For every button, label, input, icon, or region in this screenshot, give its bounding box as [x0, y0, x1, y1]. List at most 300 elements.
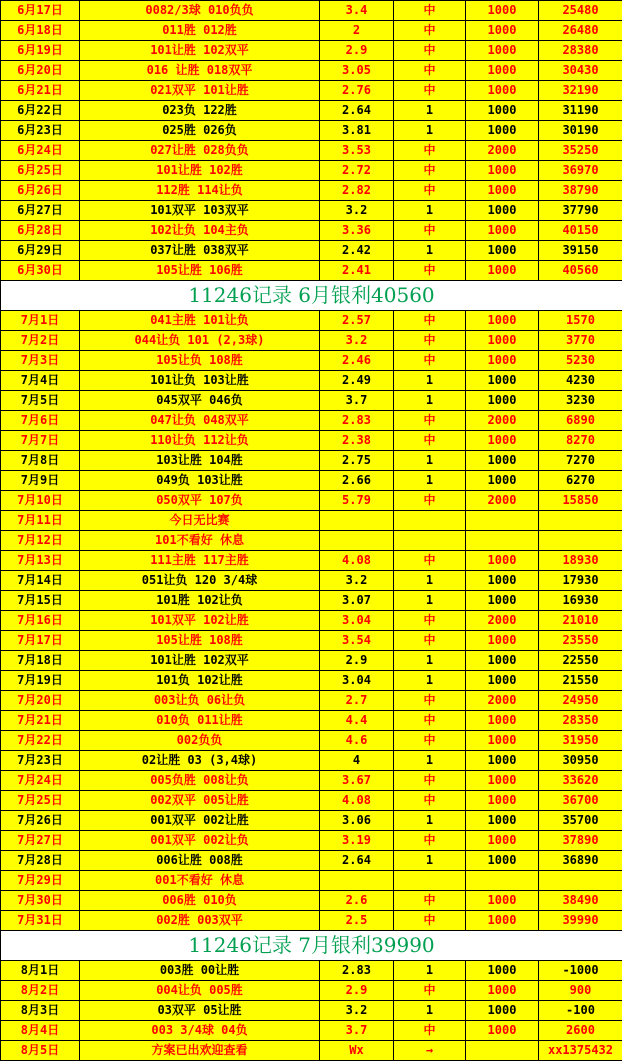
- cell-balance: 33620: [539, 771, 622, 791]
- cell-balance: 28380: [539, 41, 622, 61]
- cell-balance: 8270: [539, 431, 622, 451]
- cell-balance: 36890: [539, 851, 622, 871]
- cell-balance: 6890: [539, 411, 622, 431]
- table-row: [1, 631, 622, 651]
- cell-result: 1: [394, 811, 466, 831]
- cell-result: 中: [394, 431, 466, 451]
- cell-result: 中: [394, 351, 466, 371]
- cell-stake: 2000: [466, 611, 539, 631]
- cell-result: 中: [394, 831, 466, 851]
- cell-balance: xx1375432: [539, 1041, 622, 1061]
- cell-date: 8月1日: [1, 961, 80, 981]
- cell-result: 1: [394, 241, 466, 261]
- cell-stake: 1000: [466, 201, 539, 221]
- cell-stake: 1000: [466, 161, 539, 181]
- cell-stake: 2000: [466, 141, 539, 161]
- cell-match: 010负 011让胜: [80, 711, 320, 731]
- table-row: [1, 431, 622, 451]
- cell-odds: 3.07: [320, 591, 394, 611]
- cell-match: 03双平 05让胜: [80, 1001, 320, 1021]
- table-row: [1, 651, 622, 671]
- table-row: [1, 451, 622, 471]
- table-row: [1, 81, 622, 101]
- cell-result: 中: [394, 491, 466, 511]
- cell-result: 1: [394, 851, 466, 871]
- cell-balance: [539, 871, 622, 891]
- cell-date: 8月5日: [1, 1041, 80, 1061]
- cell-balance: 16930: [539, 591, 622, 611]
- cell-stake: 1000: [466, 771, 539, 791]
- cell-balance: 26480: [539, 21, 622, 41]
- cell-result: 中: [394, 611, 466, 631]
- cell-balance: 37890: [539, 831, 622, 851]
- cell-odds: 2.66: [320, 471, 394, 491]
- cell-odds: 3.19: [320, 831, 394, 851]
- cell-odds: 3.06: [320, 811, 394, 831]
- cell-match: 003 3/4球 04负: [80, 1021, 320, 1041]
- cell-stake: 1000: [466, 1021, 539, 1041]
- cell-match: 002负负: [80, 731, 320, 751]
- cell-stake: 1000: [466, 811, 539, 831]
- cell-odds: 3.04: [320, 671, 394, 691]
- table-row: [1, 511, 622, 531]
- cell-result: 中: [394, 731, 466, 751]
- cell-stake: 2000: [466, 691, 539, 711]
- cell-stake: 1000: [466, 591, 539, 611]
- table-row: [1, 551, 622, 571]
- cell-stake: [466, 871, 539, 891]
- table-row: [1, 61, 622, 81]
- cell-balance: 21010: [539, 611, 622, 631]
- table-row: [1, 411, 622, 431]
- cell-balance: 31950: [539, 731, 622, 751]
- table-row: [1, 41, 622, 61]
- table-row: [1, 691, 622, 711]
- cell-result: 中: [394, 41, 466, 61]
- cell-stake: 1000: [466, 371, 539, 391]
- cell-result: 中: [394, 331, 466, 351]
- cell-balance: 40150: [539, 221, 622, 241]
- cell-match: 101让胜 102双平: [80, 41, 320, 61]
- cell-date: 7月19日: [1, 671, 80, 691]
- cell-result: 中: [394, 1, 466, 21]
- cell-match: 111主胜 117主胜: [80, 551, 320, 571]
- cell-balance: 30950: [539, 751, 622, 771]
- cell-odds: 4.4: [320, 711, 394, 731]
- cell-odds: 3.36: [320, 221, 394, 241]
- cell-odds: 3.05: [320, 61, 394, 81]
- cell-date: 7月5日: [1, 391, 80, 411]
- cell-balance: 22550: [539, 651, 622, 671]
- cell-odds: 2.64: [320, 851, 394, 871]
- cell-odds: 2.82: [320, 181, 394, 201]
- cell-stake: 1000: [466, 831, 539, 851]
- cell-stake: 1000: [466, 391, 539, 411]
- cell-match: 101让胜 102双平: [80, 651, 320, 671]
- cell-odds: 2.75: [320, 451, 394, 471]
- cell-balance: -100: [539, 1001, 622, 1021]
- cell-result: 1: [394, 571, 466, 591]
- cell-result: 中: [394, 311, 466, 331]
- cell-odds: 3.4: [320, 1, 394, 21]
- cell-date: 7月24日: [1, 771, 80, 791]
- table-row: [1, 1, 622, 21]
- table-row: [1, 591, 622, 611]
- cell-result: 中: [394, 181, 466, 201]
- cell-date: 6月21日: [1, 81, 80, 101]
- cell-result: 中: [394, 631, 466, 651]
- cell-match: 027让胜 028负负: [80, 141, 320, 161]
- cell-result: 1: [394, 201, 466, 221]
- table-row: [1, 391, 622, 411]
- cell-result: →: [394, 1041, 466, 1061]
- table-row: [1, 571, 622, 591]
- cell-balance: 35250: [539, 141, 622, 161]
- cell-balance: 24950: [539, 691, 622, 711]
- cell-result: 中: [394, 981, 466, 1001]
- cell-match: 02让胜 03 (3,4球): [80, 751, 320, 771]
- cell-match: 101双平 103双平: [80, 201, 320, 221]
- cell-stake: 1000: [466, 431, 539, 451]
- cell-stake: 1000: [466, 571, 539, 591]
- cell-date: 7月17日: [1, 631, 80, 651]
- table-row: [1, 201, 622, 221]
- cell-date: 8月4日: [1, 1021, 80, 1041]
- cell-match: 037让胜 038双平: [80, 241, 320, 261]
- cell-stake: 1000: [466, 751, 539, 771]
- cell-date: 7月25日: [1, 791, 80, 811]
- cell-stake: 1000: [466, 351, 539, 371]
- cell-match: 051让负 120 3/4球: [80, 571, 320, 591]
- cell-result: 中: [394, 221, 466, 241]
- table-row: [1, 161, 622, 181]
- cell-match: 002胜 003双平: [80, 911, 320, 931]
- table-row: [1, 351, 622, 371]
- summary-text: 11246记录 7月银利39990: [1, 931, 622, 961]
- cell-date: 6月27日: [1, 201, 80, 221]
- cell-stake: 1000: [466, 21, 539, 41]
- cell-stake: 1000: [466, 61, 539, 81]
- cell-match: 050双平 107负: [80, 491, 320, 511]
- cell-odds: 3.67: [320, 771, 394, 791]
- cell-odds: 2.57: [320, 311, 394, 331]
- cell-balance: 35700: [539, 811, 622, 831]
- cell-result: 中: [394, 711, 466, 731]
- table-row: [1, 611, 622, 631]
- summary-row: [1, 931, 622, 961]
- cell-balance: 38490: [539, 891, 622, 911]
- table-row: [1, 831, 622, 851]
- table-row: [1, 711, 622, 731]
- cell-odds: 3.2: [320, 331, 394, 351]
- cell-balance: 38790: [539, 181, 622, 201]
- cell-odds: 2.83: [320, 961, 394, 981]
- cell-balance: 17930: [539, 571, 622, 591]
- cell-stake: 1000: [466, 911, 539, 931]
- cell-result: [394, 871, 466, 891]
- cell-match: 101让胜 102胜: [80, 161, 320, 181]
- summary-row: [1, 281, 622, 311]
- cell-odds: 3.2: [320, 201, 394, 221]
- cell-date: 6月22日: [1, 101, 80, 121]
- table-row: [1, 731, 622, 751]
- cell-date: 7月14日: [1, 571, 80, 591]
- cell-stake: 1000: [466, 731, 539, 751]
- cell-match: 110让负 112让负: [80, 431, 320, 451]
- cell-date: 6月29日: [1, 241, 80, 261]
- cell-stake: 1000: [466, 261, 539, 281]
- cell-odds: 2.46: [320, 351, 394, 371]
- cell-date: 7月11日: [1, 511, 80, 531]
- cell-date: 7月6日: [1, 411, 80, 431]
- cell-match: 041主胜 101让负: [80, 311, 320, 331]
- cell-result: 中: [394, 791, 466, 811]
- cell-balance: -1000: [539, 961, 622, 981]
- cell-odds: 3.7: [320, 391, 394, 411]
- cell-odds: [320, 531, 394, 551]
- cell-stake: 2000: [466, 411, 539, 431]
- table-row: [1, 791, 622, 811]
- cell-stake: 1000: [466, 121, 539, 141]
- cell-match: 047让负 048双平: [80, 411, 320, 431]
- cell-odds: 3.81: [320, 121, 394, 141]
- cell-result: 1: [394, 451, 466, 471]
- cell-date: 6月17日: [1, 1, 80, 21]
- cell-date: 7月8日: [1, 451, 80, 471]
- cell-balance: 31190: [539, 101, 622, 121]
- cell-stake: 1000: [466, 791, 539, 811]
- cell-odds: 3.2: [320, 1001, 394, 1021]
- cell-stake: [466, 531, 539, 551]
- cell-date: 7月15日: [1, 591, 80, 611]
- cell-odds: 4.08: [320, 791, 394, 811]
- cell-result: 中: [394, 21, 466, 41]
- cell-match: 101让负 103让胜: [80, 371, 320, 391]
- summary-text: 11246记录 6月银利40560: [1, 281, 622, 311]
- cell-stake: 1000: [466, 451, 539, 471]
- cell-match: 102让负 104主负: [80, 221, 320, 241]
- table-row: [1, 771, 622, 791]
- table-row: [1, 1021, 622, 1041]
- table-row: [1, 241, 622, 261]
- cell-result: 1: [394, 651, 466, 671]
- cell-result: [394, 531, 466, 551]
- table-row: [1, 491, 622, 511]
- cell-odds: 2.83: [320, 411, 394, 431]
- cell-stake: 1000: [466, 551, 539, 571]
- cell-balance: 40560: [539, 261, 622, 281]
- cell-balance: 25480: [539, 1, 622, 21]
- cell-odds: 4: [320, 751, 394, 771]
- cell-date: 7月4日: [1, 371, 80, 391]
- cell-balance: 3770: [539, 331, 622, 351]
- cell-stake: 1000: [466, 221, 539, 241]
- cell-match: 011胜 012胜: [80, 21, 320, 41]
- cell-match: 105让胜 108胜: [80, 631, 320, 651]
- cell-match: 005负胜 008让负: [80, 771, 320, 791]
- cell-result: 1: [394, 391, 466, 411]
- cell-odds: 2.42: [320, 241, 394, 261]
- table-row: [1, 1041, 622, 1061]
- cell-match: 004让负 005胜: [80, 981, 320, 1001]
- cell-result: 1: [394, 1001, 466, 1021]
- cell-result: 中: [394, 411, 466, 431]
- cell-date: 7月2日: [1, 331, 80, 351]
- cell-result: 中: [394, 691, 466, 711]
- table-row: [1, 101, 622, 121]
- cell-date: 7月13日: [1, 551, 80, 571]
- cell-date: 6月24日: [1, 141, 80, 161]
- cell-match: 025胜 026负: [80, 121, 320, 141]
- cell-result: 1: [394, 671, 466, 691]
- cell-date: 7月7日: [1, 431, 80, 451]
- cell-match: 101负 102让胜: [80, 671, 320, 691]
- cell-result: 1: [394, 751, 466, 771]
- table-row: [1, 221, 622, 241]
- cell-date: 7月10日: [1, 491, 80, 511]
- cell-odds: 2.6: [320, 891, 394, 911]
- cell-balance: 1570: [539, 311, 622, 331]
- table-row: [1, 331, 622, 351]
- cell-balance: 3230: [539, 391, 622, 411]
- cell-date: 6月28日: [1, 221, 80, 241]
- cell-stake: 1000: [466, 851, 539, 871]
- cell-match: 105让胜 106胜: [80, 261, 320, 281]
- table-body: [1, 1, 622, 1061]
- cell-odds: 5.79: [320, 491, 394, 511]
- cell-match: 105让负 108胜: [80, 351, 320, 371]
- cell-balance: 6270: [539, 471, 622, 491]
- table-row: [1, 261, 622, 281]
- cell-balance: [539, 531, 622, 551]
- cell-stake: 1000: [466, 981, 539, 1001]
- table-row: [1, 981, 622, 1001]
- cell-match: 方案已出欢迎查看: [80, 1041, 320, 1061]
- cell-date: 7月1日: [1, 311, 80, 331]
- cell-balance: 900: [539, 981, 622, 1001]
- cell-date: 6月26日: [1, 181, 80, 201]
- cell-result: 中: [394, 551, 466, 571]
- cell-balance: 30430: [539, 61, 622, 81]
- cell-balance: 5230: [539, 351, 622, 371]
- cell-match: 001双平 002让负: [80, 831, 320, 851]
- cell-stake: 1000: [466, 241, 539, 261]
- cell-date: 7月3日: [1, 351, 80, 371]
- table-row: [1, 751, 622, 771]
- cell-odds: 3.2: [320, 571, 394, 591]
- cell-result: 中: [394, 81, 466, 101]
- cell-result: 中: [394, 161, 466, 181]
- cell-date: 7月18日: [1, 651, 80, 671]
- cell-date: 6月23日: [1, 121, 80, 141]
- table-row: [1, 311, 622, 331]
- cell-stake: 1000: [466, 81, 539, 101]
- cell-odds: 2.38: [320, 431, 394, 451]
- cell-balance: 23550: [539, 631, 622, 651]
- cell-balance: 15850: [539, 491, 622, 511]
- cell-stake: 1000: [466, 671, 539, 691]
- cell-match: 049负 103让胜: [80, 471, 320, 491]
- cell-stake: 1000: [466, 711, 539, 731]
- cell-result: 1: [394, 961, 466, 981]
- cell-odds: 2: [320, 21, 394, 41]
- cell-date: 7月23日: [1, 751, 80, 771]
- cell-result: 1: [394, 101, 466, 121]
- cell-odds: 2.9: [320, 41, 394, 61]
- cell-balance: 2600: [539, 1021, 622, 1041]
- table-row: [1, 871, 622, 891]
- cell-match: 023负 122胜: [80, 101, 320, 121]
- cell-odds: 3.54: [320, 631, 394, 651]
- cell-result: 1: [394, 371, 466, 391]
- cell-result: 中: [394, 61, 466, 81]
- cell-match: 021双平 101让胜: [80, 81, 320, 101]
- cell-match: 006胜 010负: [80, 891, 320, 911]
- cell-date: 7月31日: [1, 911, 80, 931]
- cell-match: 今日无比赛: [80, 511, 320, 531]
- cell-match: 101不看好 休息: [80, 531, 320, 551]
- cell-date: 7月22日: [1, 731, 80, 751]
- table-row: [1, 471, 622, 491]
- cell-balance: 32190: [539, 81, 622, 101]
- cell-date: 7月30日: [1, 891, 80, 911]
- cell-date: 7月27日: [1, 831, 80, 851]
- cell-odds: 2.72: [320, 161, 394, 181]
- table-row: [1, 911, 622, 931]
- cell-balance: [539, 511, 622, 531]
- cell-date: 7月16日: [1, 611, 80, 631]
- cell-date: 7月12日: [1, 531, 80, 551]
- cell-match: 002双平 005让胜: [80, 791, 320, 811]
- cell-stake: 1000: [466, 331, 539, 351]
- cell-result: 1: [394, 121, 466, 141]
- table-row: [1, 811, 622, 831]
- cell-date: 7月26日: [1, 811, 80, 831]
- cell-date: 7月9日: [1, 471, 80, 491]
- cell-balance: 7270: [539, 451, 622, 471]
- table-row: [1, 531, 622, 551]
- cell-date: 7月29日: [1, 871, 80, 891]
- cell-date: 7月20日: [1, 691, 80, 711]
- table-row: [1, 891, 622, 911]
- cell-date: 6月20日: [1, 61, 80, 81]
- cell-stake: [466, 511, 539, 531]
- cell-stake: 1000: [466, 311, 539, 331]
- table-row: [1, 121, 622, 141]
- table-row: [1, 371, 622, 391]
- cell-match: 0082/3球 010负负: [80, 1, 320, 21]
- cell-odds: 2.49: [320, 371, 394, 391]
- cell-balance: 4230: [539, 371, 622, 391]
- cell-odds: 2.7: [320, 691, 394, 711]
- cell-balance: 36700: [539, 791, 622, 811]
- cell-match: 001不看好 休息: [80, 871, 320, 891]
- cell-odds: 2.5: [320, 911, 394, 931]
- cell-stake: 2000: [466, 491, 539, 511]
- cell-match: 103让胜 104胜: [80, 451, 320, 471]
- cell-odds: [320, 871, 394, 891]
- table-row: [1, 671, 622, 691]
- cell-balance: 28350: [539, 711, 622, 731]
- cell-stake: 1000: [466, 41, 539, 61]
- cell-odds: 3.04: [320, 611, 394, 631]
- cell-stake: 1000: [466, 631, 539, 651]
- cell-odds: 2.9: [320, 981, 394, 1001]
- cell-odds: 2.76: [320, 81, 394, 101]
- cell-balance: 39150: [539, 241, 622, 261]
- cell-odds: 3.53: [320, 141, 394, 161]
- cell-match: 003胜 00让胜: [80, 961, 320, 981]
